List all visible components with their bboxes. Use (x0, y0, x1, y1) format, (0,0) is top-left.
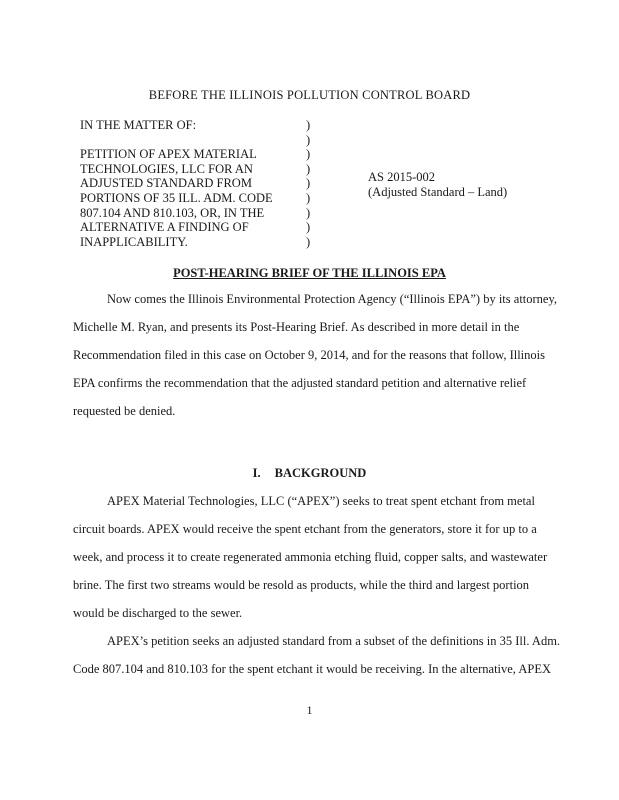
docket-number: AS 2015-002 (368, 170, 436, 184)
paren: ) (306, 118, 311, 132)
court-heading: BEFORE THE ILLINOIS POLLUTION CONTROL BOARD (148, 88, 471, 102)
paragraph-line: Michelle M. Ryan, and presents its Post-Hearing Brief. As described in more detail in the (73, 320, 520, 334)
paragraph-line: requested be denied. (73, 404, 176, 418)
section-number: I. (252, 466, 261, 480)
case-caption (80, 118, 273, 249)
paragraph-line: Recommendation filed in this case on October 9, 2014, and for the reasons that follow, Illinois (73, 348, 545, 362)
caption-divider (306, 118, 310, 249)
caption-line: ADJUSTED STANDARD FROM (80, 176, 252, 191)
caption-line: INAPPLICABILITY. (80, 234, 188, 249)
docket-type: (Adjusted Standard – Land) (368, 184, 508, 199)
caption-line: ALTERNATIVE A FINDING OF (80, 220, 249, 235)
matter-label: IN THE MATTER OF: (80, 118, 197, 132)
paragraph-line: EPA confirms the recommendation that the adjusted standard petition and alternative relief (73, 376, 527, 390)
paren: ) (306, 176, 311, 191)
paragraph-line: circuit boards. APEX would receive the spent etchant from the generators, store it for up to a (73, 522, 537, 536)
paragraph-line: Code 807.104 and 810.103 for the spent etchant it would be receiving. In the alternative, APEX (73, 662, 552, 676)
paren: ) (306, 147, 311, 162)
docket-info (368, 170, 507, 199)
paren: ) (306, 190, 311, 205)
paragraph-line: Now comes the Illinois Environmental Protection Agency (“Illinois EPA”) by its attorney, (107, 292, 558, 306)
caption-line: 807.104 AND 810.103, OR, IN THE (80, 205, 265, 220)
paren: ) (306, 205, 311, 220)
section-heading (0, 466, 619, 481)
caption-line: PETITION OF APEX MATERIAL (80, 147, 257, 162)
paragraph-line: APEX’s petition seeks an adjusted standard from a subset of the definitions in 35 Ill. Adm. (107, 634, 561, 648)
caption-line: TECHNOLOGIES, LLC FOR AN (80, 161, 253, 176)
section-title: BACKGROUND (274, 466, 367, 480)
caption-line: PORTIONS OF 35 ILL. ADM. CODE (80, 190, 273, 205)
page-number: 1 (306, 703, 313, 717)
paragraph-line: would be discharged to the sewer. (73, 606, 243, 620)
paragraph-line: week, and process it to create regenerated ammonia etching fluid, copper salts, and wastewater (73, 550, 548, 564)
paren: ) (306, 234, 311, 249)
paren: ) (306, 161, 311, 176)
brief-title: POST-HEARING BRIEF OF THE ILLINOIS EPA (173, 266, 446, 280)
paren: ) (306, 132, 311, 147)
paren: ) (306, 220, 311, 235)
paragraph-line: APEX Material Technologies, LLC (“APEX”) seeks to treat spent etchant from metal (107, 494, 535, 508)
paragraph-line: brine. The first two streams would be resold as products, while the third and largest portion (73, 578, 530, 592)
